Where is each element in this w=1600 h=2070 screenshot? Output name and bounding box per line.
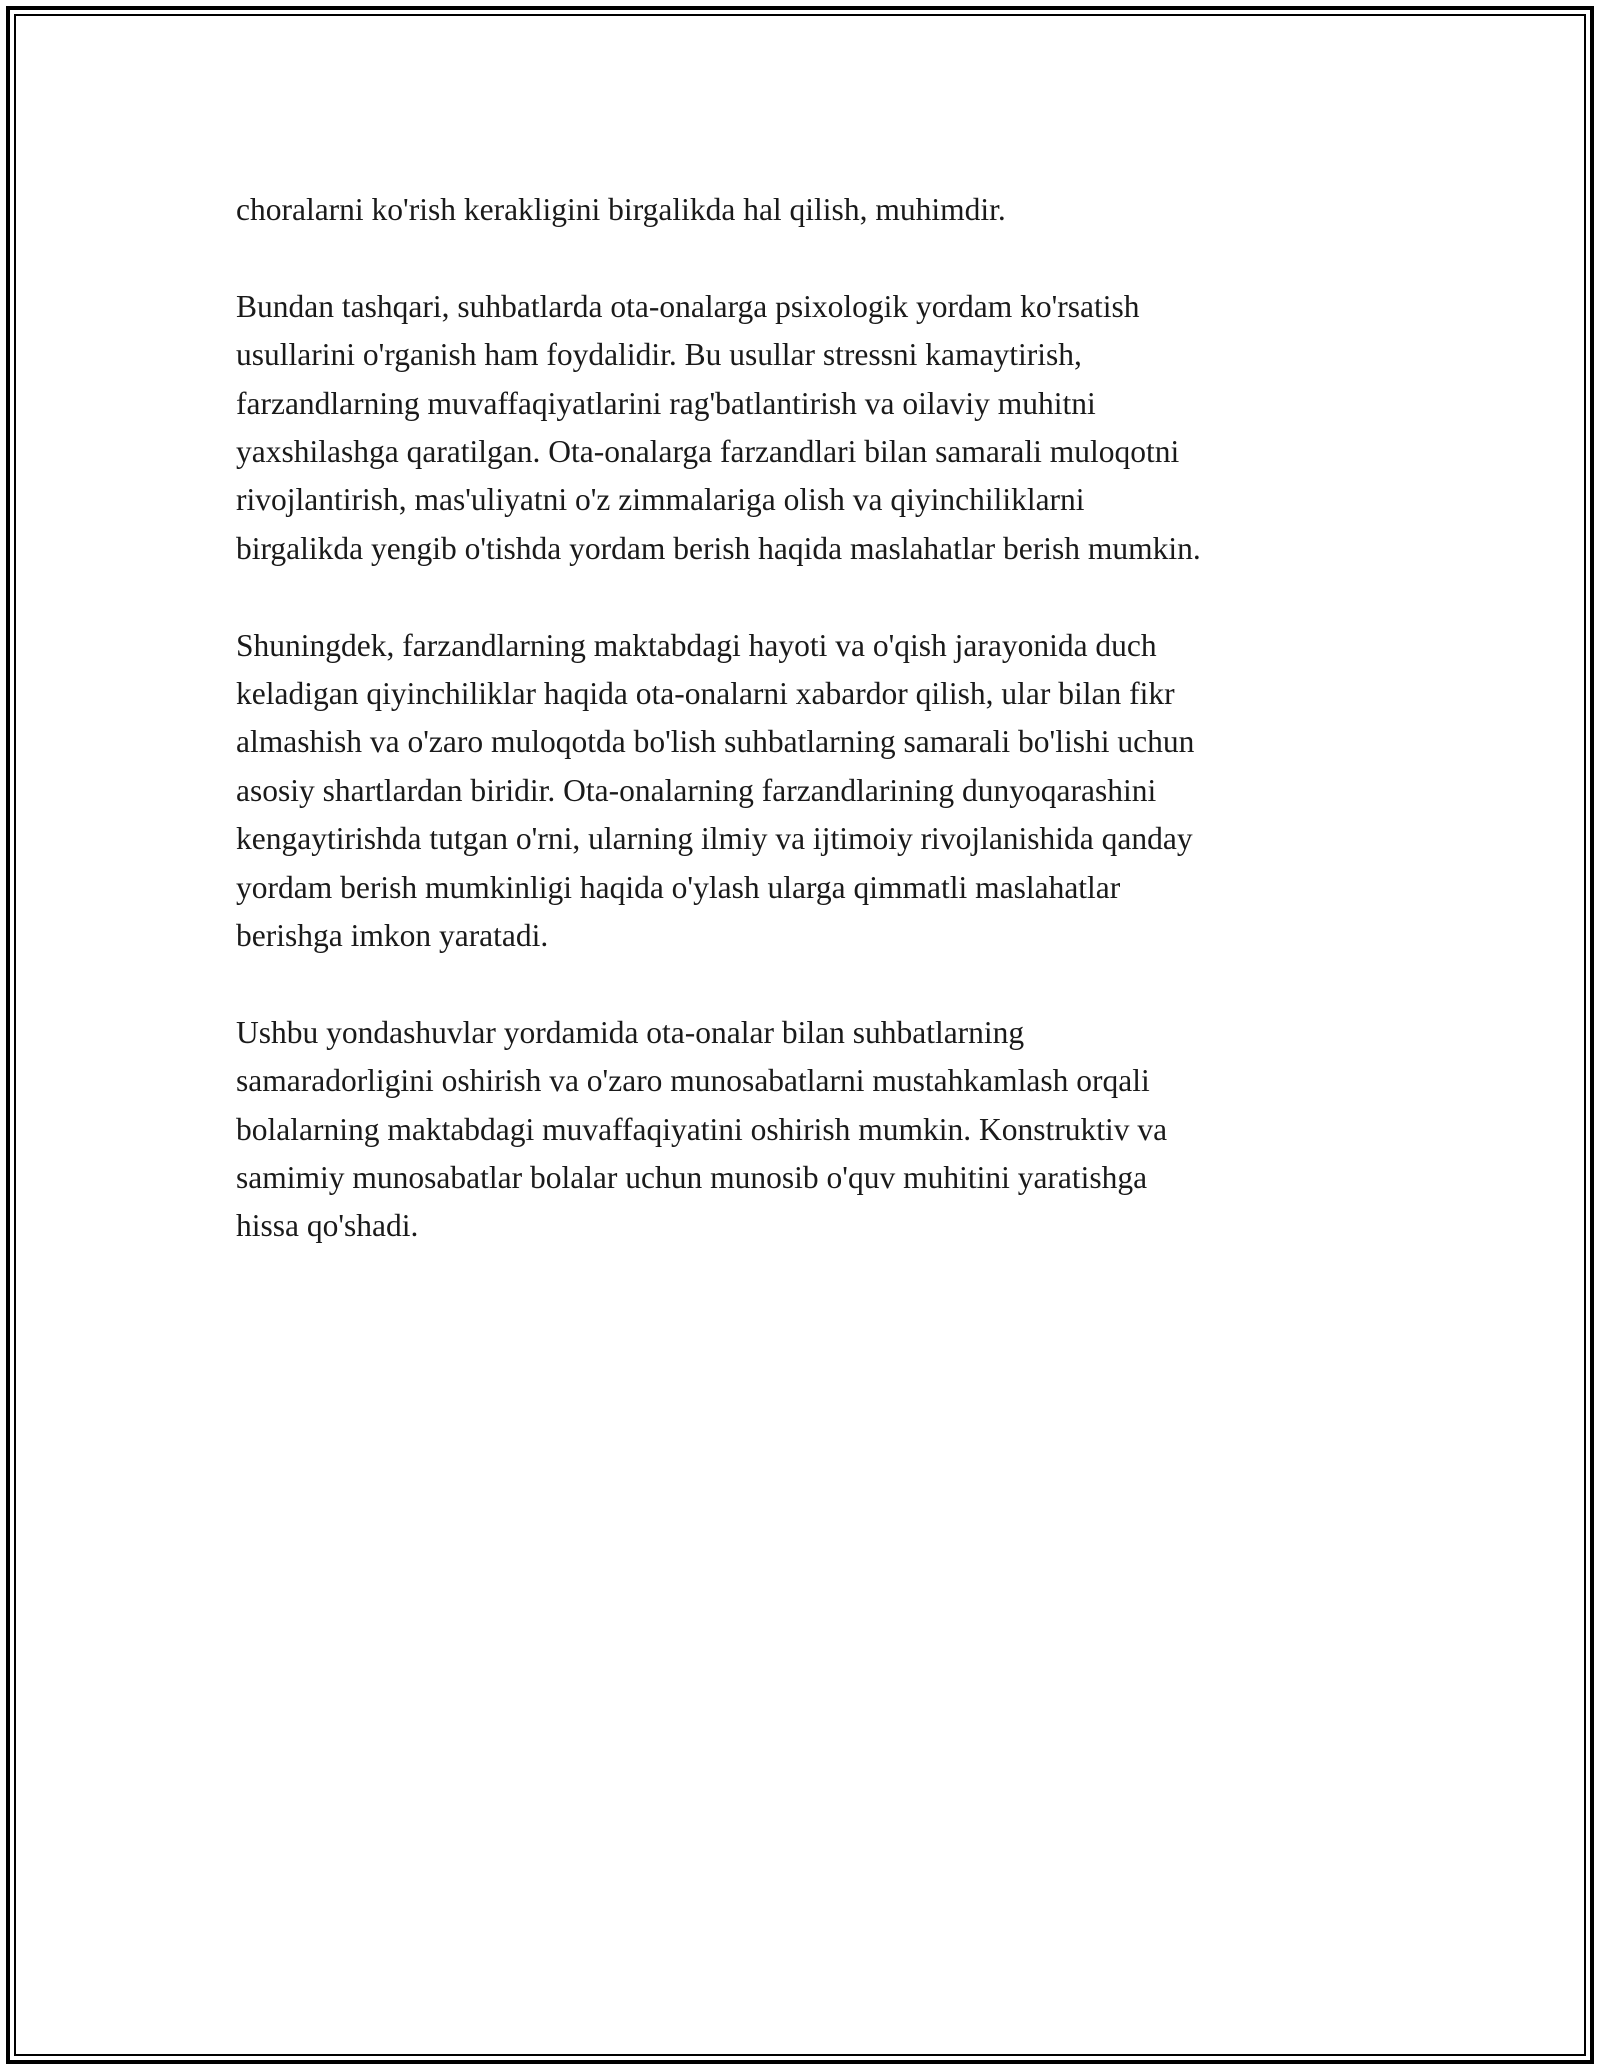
text-line: Bundan tashqari, suhbatlarda ota-onalarga psixologik yordam ko'rsatish <box>236 288 1140 324</box>
text-line: usullarini o'rganish ham foydalidir. Bu usullar stressni kamaytirish, <box>236 337 1082 373</box>
paragraph-2 <box>236 283 1386 573</box>
text-line: hissa qo'shadi. <box>236 1208 419 1244</box>
text-line: rivojlantirish, mas'uliyatni o'z zimmalariga olish va qiyinchiliklarni <box>236 482 1085 518</box>
text-line: yaxshilashga qaratilgan. Ota-onalarga farzandlari bilan samarali muloqotni <box>236 434 1180 470</box>
document-body <box>236 186 1386 1299</box>
text-line: berishga imkon yaratadi. <box>236 918 549 954</box>
paragraph-1 <box>236 186 1386 234</box>
text-line: bolalarning maktabdagi muvaffaqiyatini oshirish mumkin. Konstruktiv va <box>236 1111 1168 1147</box>
text-line: keladigan qiyinchiliklar haqida ota-onalarni xabardor qilish, ular bilan fikr <box>236 676 1175 712</box>
text-line: Shuningdek, farzandlarning maktabdagi hayoti va o'qish jarayonida duch <box>236 627 1157 663</box>
text-line: asosiy shartlardan biridir. Ota-onalarning farzandlarining dunyoqarashini <box>236 772 1157 808</box>
text-line: Ushbu yondashuvlar yordamida ota-onalar bilan suhbatlarning <box>236 1014 1025 1050</box>
paragraph-3 <box>236 622 1386 961</box>
text-line: birgalikda yengib o'tishda yordam berish haqida maslahatlar berish mumkin. <box>236 530 1201 566</box>
text-line: farzandlarning muvaffaqiyatlarini rag'batlantirish va oilaviy muhitni <box>236 385 1096 421</box>
text-line: samimiy munosabatlar bolalar uchun munosib o'quv muhitini yaratishga <box>236 1160 1148 1196</box>
paragraph-4 <box>236 1009 1386 1251</box>
text-line: almashish va o'zaro muloqotda bo'lish suhbatlarning samarali bo'lishi uchun <box>236 724 1195 760</box>
text-line: kengaytirishda tutgan o'rni, ularning ilmiy va ijtimoiy rivojlanishida qanday <box>236 821 1193 857</box>
text-line: samaradorligini oshirish va o'zaro munosabatlarni mustahkamlash orqali <box>236 1063 1150 1099</box>
text-line: yordam berish mumkinligi haqida o'ylash ularga qimmatli maslahatlar <box>236 869 1121 905</box>
text-line: choralarni ko'rish kerakligini birgalikda hal qilish, muhimdir. <box>236 192 1006 227</box>
